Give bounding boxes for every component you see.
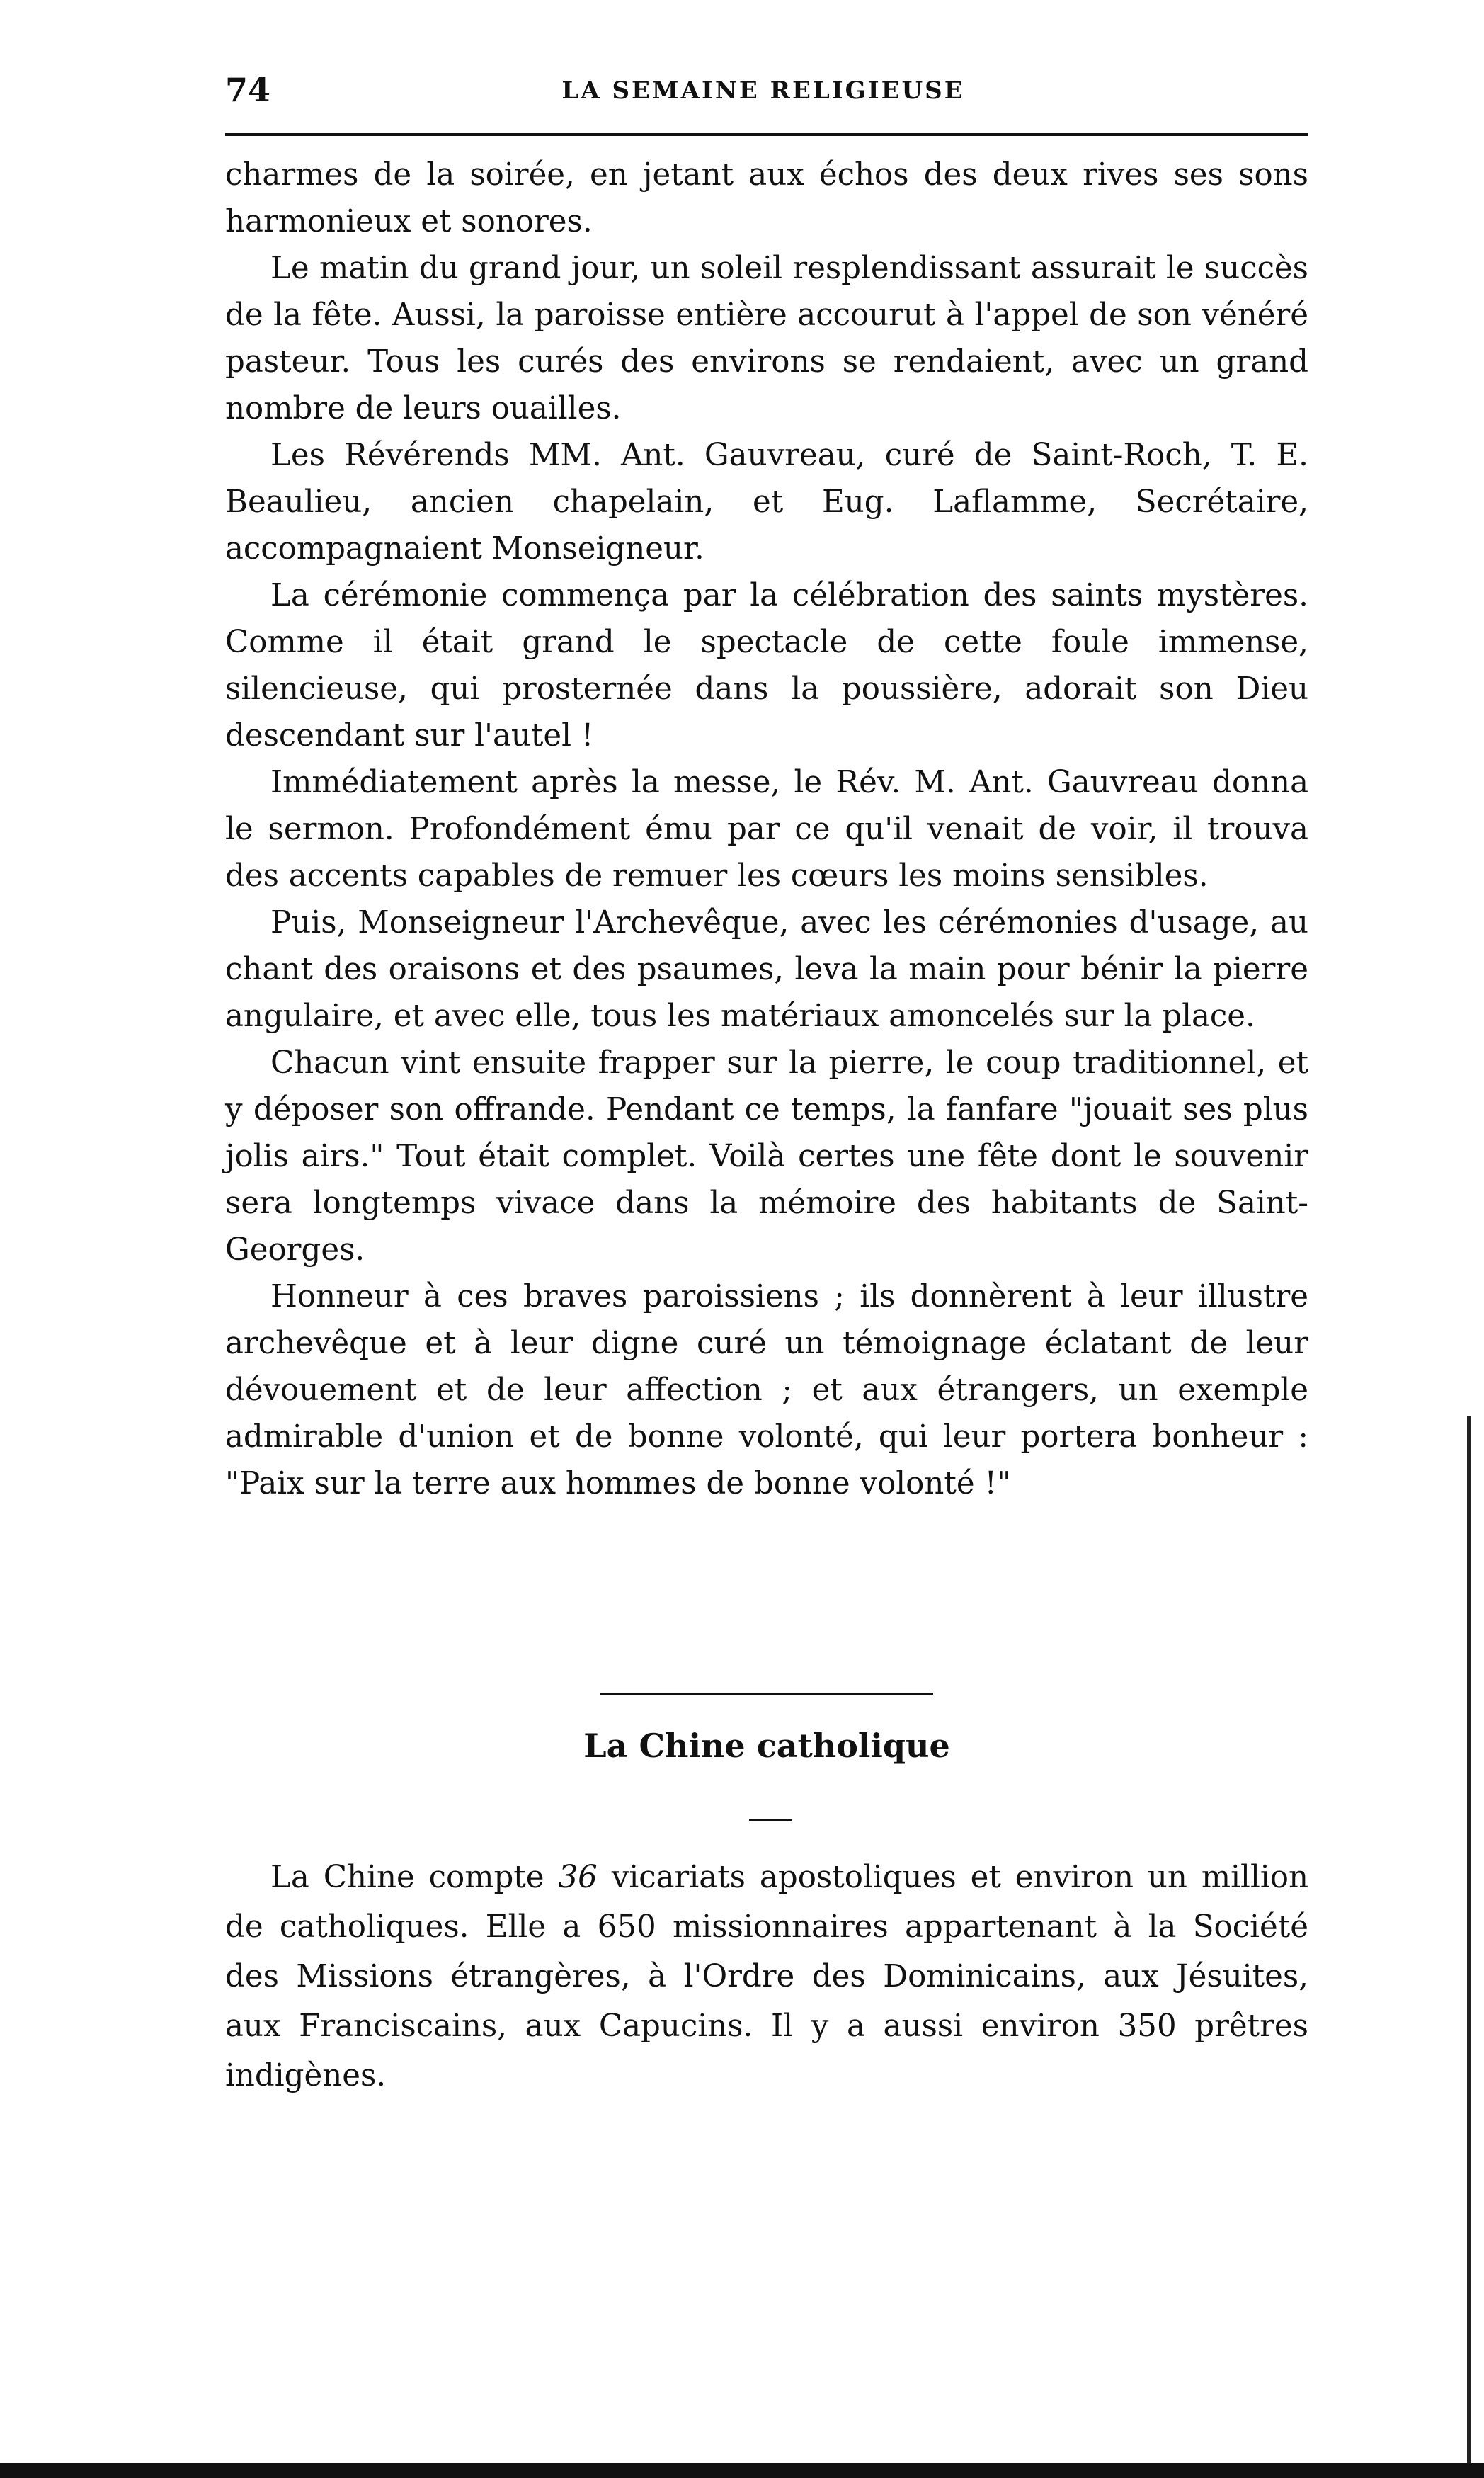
paragraph-4: La cérémonie commença par la célébration des saints mystères. Comme il était grand le spectacle de cette foule immense, silencieuse, qui prosternée dans la poussière, adorait son Dieu descendant sur l'autel ! (225, 578, 1308, 754)
section-title: La Chine catholique (583, 1727, 950, 1765)
scan-edge-line (1467, 1416, 1471, 2478)
article-body (225, 152, 1308, 1507)
paragraph-7: Chacun vint ensuite frapper sur la pierre, le coup traditionnel, et y déposer son offrande. Pendant ce temps, la fanfare "jouait ses plus jolis airs." Tout était complet. Voilà certes une fête dont le souvenir sera longtemps vivace dans la mémoire des habitants de Saint-Georges. (225, 1045, 1308, 1268)
vicariate-count: 36 (558, 1860, 598, 1895)
header-rule (225, 133, 1308, 136)
paragraph-6: Puis, Monseigneur l'Archevêque, avec les cérémonies d'usage, au chant des oraisons et des psaumes, leva la main pour bénir la pierre angulaire, et avec elle, tous les matériaux amoncelés sur la place. (225, 905, 1308, 1034)
title-dash (749, 1819, 792, 1821)
section-divider-rule (600, 1693, 933, 1695)
paragraph-3: Les Révérends MM. Ant. Gauvreau, curé de Saint-Roch, T. E. Beaulieu, ancien chapelain, et Eug. Laflamme, Secrétaire, accompagnaient Monseigneur. (225, 438, 1308, 567)
paragraph-1: charmes de la soirée, en jetant aux échos des deux rives ses sons harmonieux et sonores. (225, 157, 1308, 239)
running-head: LA SEMAINE RELIGIEUSE (561, 76, 965, 105)
scan-bottom-bar (0, 2463, 1484, 2478)
paragraph-2: Le matin du grand jour, un soleil resplendissant assurait le succès de la fête. Aussi, la paroisse entière accourut à l'appel de son vénéré pasteur. Tous les curés des environs se rendaient, avec un grand nombre de leurs ouailles. (225, 251, 1308, 426)
section-body (225, 1853, 1308, 2101)
section-intro-rest: vicariats apostoliques et environ un million de catholiques. Elle a 650 missionnaires appartenant à la Société des Missions étrangères, à l'Ordre des Dominicains, aux Jésuites, aux Franciscains, aux Capucins. Il y a aussi environ 350 prêtres indigènes. (225, 1860, 1308, 2093)
page-number: 74 (225, 71, 271, 109)
section-intro-start: La Chine compte (270, 1860, 559, 1895)
page-header (225, 71, 1301, 113)
paragraph-8: Honneur à ces braves paroissiens ; ils donnèrent à leur illustre archevêque et à leur digne curé un témoignage éclatant de leur dévouement et de leur affection ; et aux étrangers, un exemple admirable d'union et de bonne volonté, qui leur portera bonheur : "Paix sur la terre aux hommes de bonne volonté !" (225, 1279, 1308, 1501)
section-paragraph (225, 1853, 1308, 2101)
paragraph-5: Immédiatement après la messe, le Rév. M. Ant. Gauvreau donna le sermon. Profondément ému par ce qu'il venait de voir, il trouva des accents capables de remuer les cœurs les moins sensibles. (225, 765, 1308, 894)
